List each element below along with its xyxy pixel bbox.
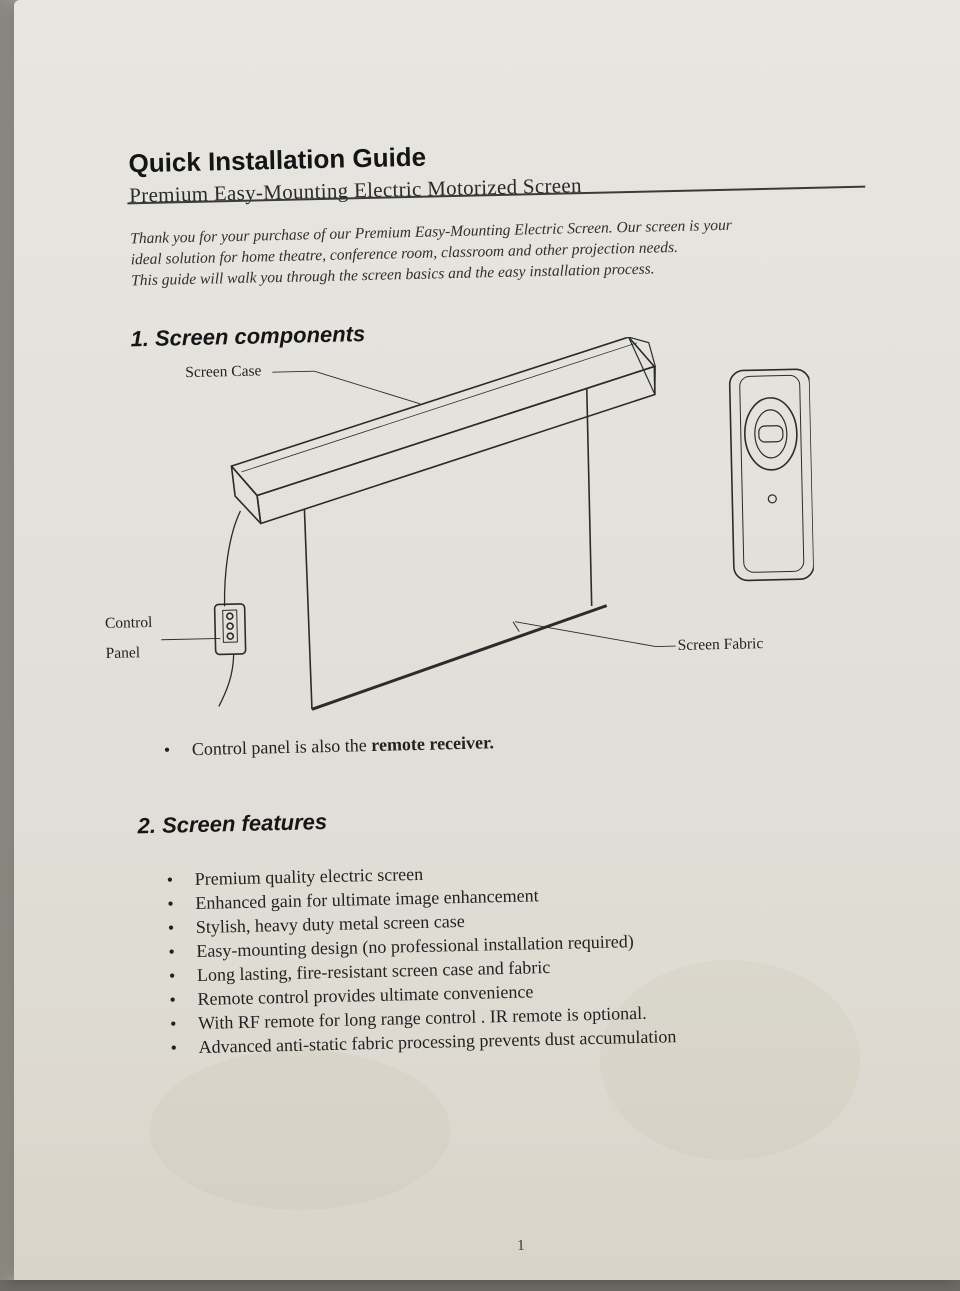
intro-paragraph [130, 212, 871, 292]
intro-line: ideal solution for home theatre, conference room, classroom and other projection needs. [130, 233, 870, 271]
diagram-leader-lines [155, 363, 675, 658]
label-screen-case: Screen Case [185, 362, 262, 382]
label-control: Control [105, 614, 153, 633]
screen-fabric-illustration [302, 388, 609, 710]
screen-case-illustration [229, 336, 659, 524]
screen-components-diagram [89, 333, 817, 729]
guide-subtitle: Premium Easy-Mounting Electric Motorized Screen [129, 173, 582, 208]
list-item: • Stylish, heavy duty metal screen case [168, 904, 674, 939]
label-panel: Panel [105, 644, 140, 663]
label-screen-fabric: Screen Fabric [677, 635, 763, 655]
list-item: • With RF remote for long range control . IR remote is optional. [170, 1000, 676, 1035]
intro-line: Thank you for your purchase of our Premium Easy-Mounting Electric Screen. Our screen is your [130, 212, 870, 250]
features-list [167, 856, 677, 1059]
section-heading-components: 1. Screen components [130, 321, 365, 352]
intro-line: This guide will walk you through the screen basics and the easy installation process. [131, 254, 871, 292]
remote-control-illustration [729, 369, 814, 581]
note-emphasis: remote receiver. [371, 732, 494, 755]
section-heading-features: 2. Screen features [137, 809, 327, 839]
page-number: 1 [517, 1238, 525, 1255]
guide-title: Quick Installation Guide [128, 142, 426, 180]
list-item: • Easy-mounting design (no professional installation required) [168, 928, 674, 963]
components-note-list [164, 730, 495, 761]
list-item: • Long lasting, fire-resistant screen case and fabric [169, 952, 675, 987]
list-item: • Premium quality electric screen [167, 856, 673, 891]
list-item: • Enhanced gain for ultimate image enhancement [167, 880, 673, 915]
control-panel-illustration [212, 511, 246, 707]
list-item: • Advanced anti-static fabric processing prevents dust accumulation [170, 1024, 676, 1059]
list-item: • Remote control provides ultimate convenience [169, 976, 675, 1011]
list-item [164, 730, 495, 761]
note-text: Control panel is also the [192, 735, 372, 759]
